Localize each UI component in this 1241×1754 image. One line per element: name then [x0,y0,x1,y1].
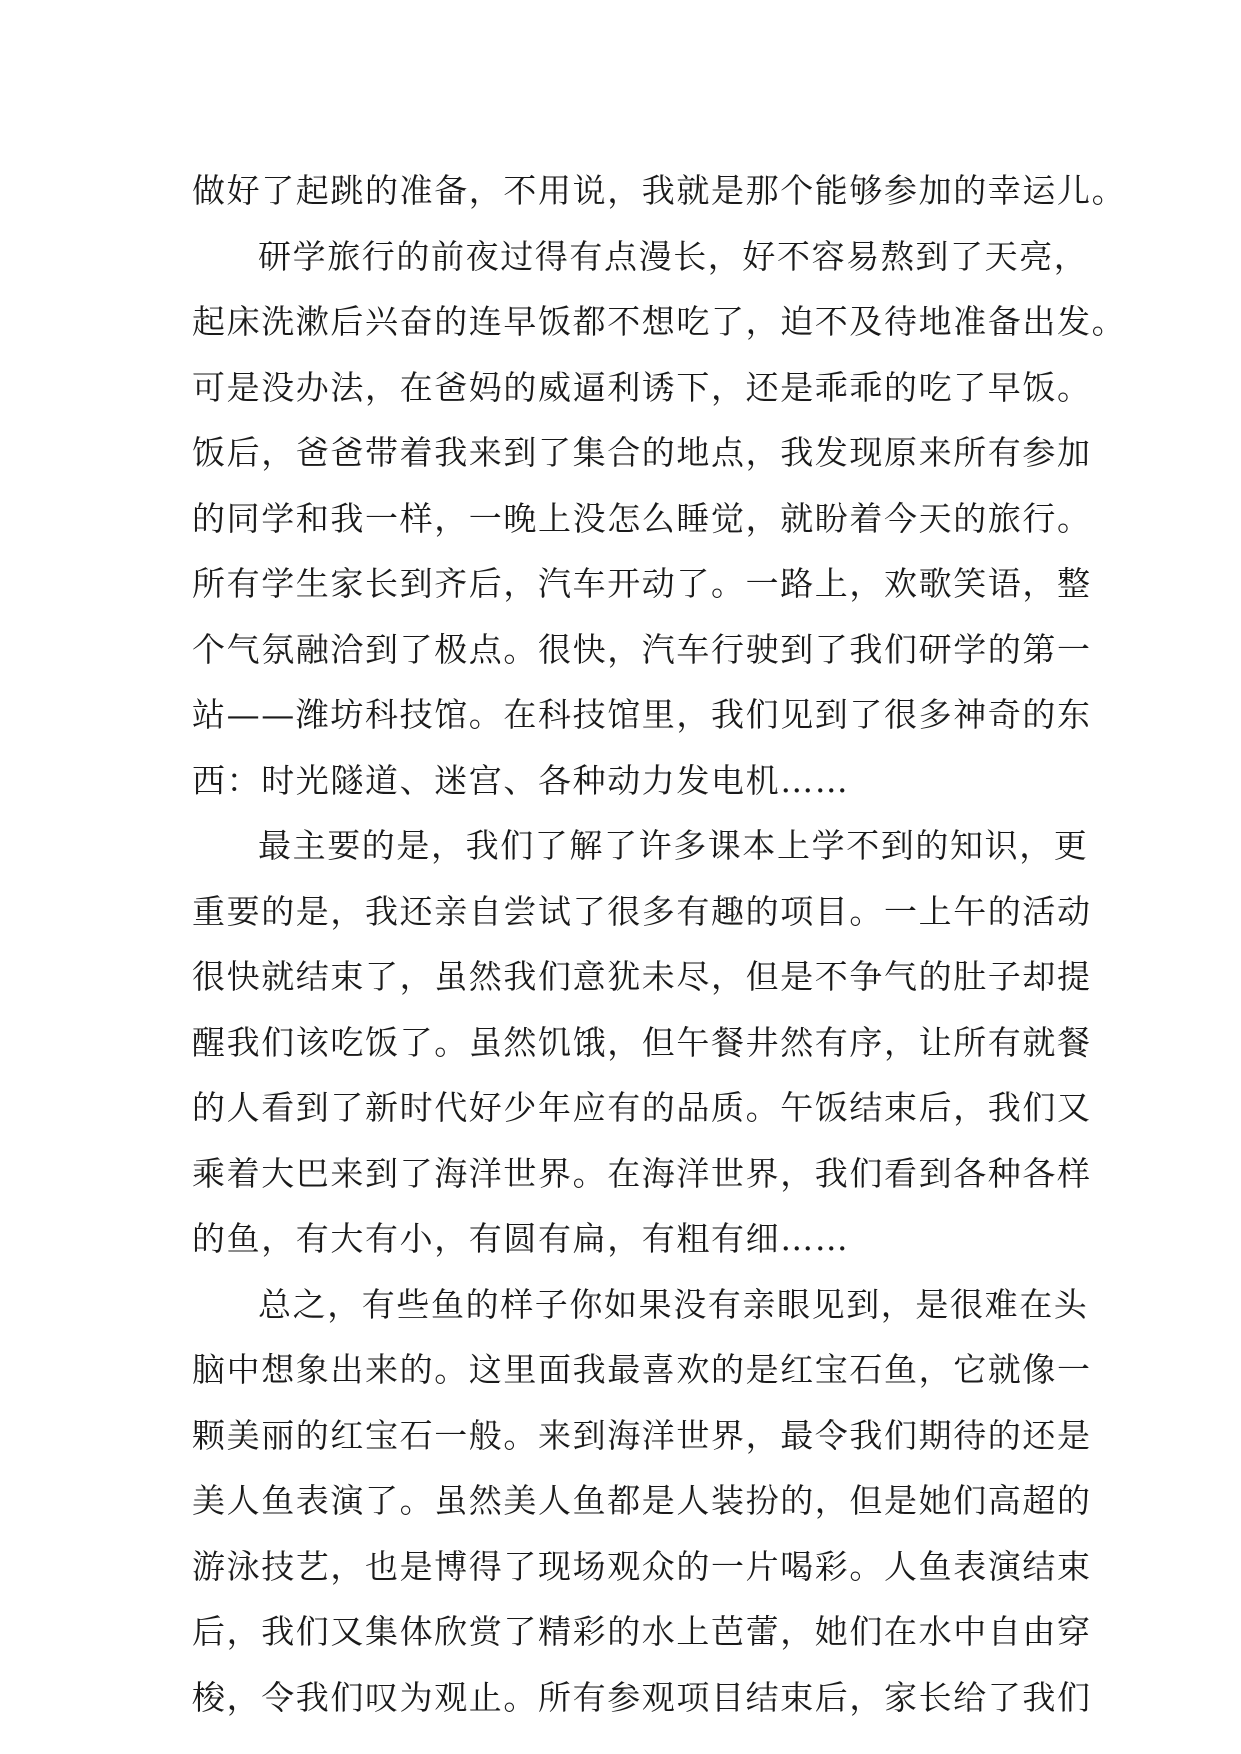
text-line: 站——潍坊科技馆。在科技馆里，我们见到了很多神奇的东 [192,695,1092,734]
text-line: 梭，令我们叹为观止。所有参观项目结束后，家长给了我们 [192,1677,1092,1717]
paragraph-start-line: 最主要的是，我们了解了许多课本上学不到的知识，更 [258,826,1089,865]
text-line: 游泳技艺，也是博得了现场观众的一片喝彩。人鱼表演结束 [192,1546,1092,1586]
document-body [192,158,1127,1730]
text-line: 美人鱼表演了。虽然美人鱼都是人装扮的，但是她们高超的 [192,1481,1092,1520]
text-line: 重要的是，我还亲自尝试了很多有趣的项目。一上午的活动 [192,891,1092,931]
text-line: 西：时光隧道、迷宫、各种动力发电机…… [192,760,850,800]
text-line: 个气氛融洽到了极点。很快，汽车行驶到了我们研学的第一 [192,629,1092,669]
text-line: 做好了起跳的准备，不用说，我就是那个能够参加的幸运儿。 [192,171,1127,210]
paragraph-start-line: 总之，有些鱼的样子你如果没有亲眼见到，是很难在头 [258,1284,1089,1324]
text-line: 的同学和我一样，一晚上没怎么睡觉，就盼着今天的旅行。 [192,498,1092,538]
text-line: 脑中想象出来的。这里面我最喜欢的是红宝石鱼，它就像一 [192,1350,1092,1389]
text-line: 所有学生家长到齐后，汽车开动了。一路上，欢歌笑语，整 [192,564,1092,603]
text-line: 乘着大巴来到了海洋世界。在海洋世界，我们看到各种各样 [192,1153,1092,1193]
text-line: 很快就结束了，虽然我们意犹未尽，但是不争气的肚子却提 [192,957,1092,996]
text-line: 颗美丽的红宝石一般。来到海洋世界，最令我们期待的还是 [192,1415,1092,1455]
text-line: 饭后，爸爸带着我来到了集合的地点，我发现原来所有参加 [192,433,1092,472]
text-line: 起床洗漱后兴奋的连早饭都不想吃了，迫不及待地准备出发。 [192,302,1127,341]
text-line: 醒我们该吃饭了。虽然饥饿，但午餐井然有序，让所有就餐 [192,1022,1092,1062]
text-line: 的人看到了新时代好少年应有的品质。午饭结束后，我们又 [192,1088,1092,1127]
text-line: 可是没办法，在爸妈的威逼利诱下，还是乖乖的吃了早饭。 [192,367,1092,407]
paragraph-start-line: 研学旅行的前夜过得有点漫长，好不容易熬到了天亮， [258,236,1089,276]
text-line: 的鱼，有大有小，有圆有扁，有粗有细…… [192,1219,850,1258]
text-line: 后，我们又集体欣赏了精彩的水上芭蕾，她们在水中自由穿 [192,1612,1092,1651]
